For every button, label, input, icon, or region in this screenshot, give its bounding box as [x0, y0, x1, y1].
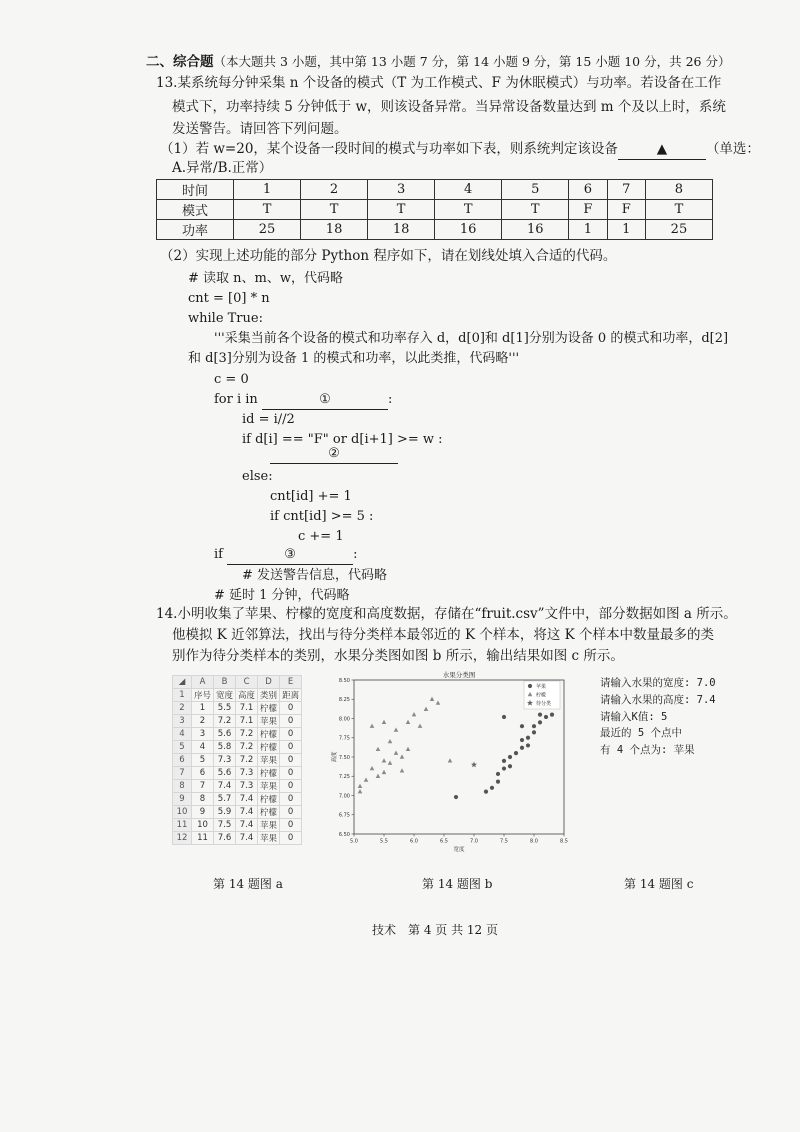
- sheet-cell: 柠檬: [258, 792, 280, 805]
- y-tick-label: 6.75: [338, 812, 350, 819]
- data-point-circle: [484, 790, 488, 794]
- sheet-cell: 4: [192, 740, 214, 753]
- sheet-cell: 5.8: [214, 740, 236, 753]
- data-point-circle: [532, 730, 536, 734]
- q13-part1-answer-blank[interactable]: [618, 140, 706, 160]
- chart-svg: [328, 668, 578, 858]
- data-point-circle: [496, 780, 500, 784]
- data-point-triangle: [382, 770, 387, 774]
- table-cell: 1: [607, 220, 645, 240]
- table-cell: 2: [301, 180, 368, 200]
- data-point-circle: [502, 766, 506, 770]
- q13-stem-line1: 13.某系统每分钟采集 n 个设备的模式（T 为工作模式、F 为休眠模式）与功率。若设备在工作: [156, 75, 722, 91]
- sheet-cell: 9: [192, 805, 214, 818]
- table-row: [173, 779, 302, 792]
- data-point-triangle: [388, 761, 393, 765]
- data-point-triangle: [382, 720, 387, 724]
- blank-3[interactable]: [227, 545, 353, 565]
- row-number: 8: [173, 779, 192, 792]
- code-line: c += 1: [298, 529, 344, 544]
- q13-part2: （2）实现上述功能的部分 Python 程序如下，请在划线处填入合适的代码。: [160, 248, 617, 264]
- data-point-circle: [508, 755, 512, 759]
- table-cell: 3: [368, 180, 435, 200]
- sheet-cell: 0: [280, 714, 302, 727]
- sheet-cell: 0: [280, 727, 302, 740]
- table-cell: T: [234, 200, 301, 220]
- console-line: 请输入水果的宽度: 7.0: [600, 677, 716, 689]
- row-number: 2: [173, 701, 192, 714]
- table-row: [173, 818, 302, 831]
- table-cell: 18: [301, 220, 368, 240]
- code-line: cnt[id] += 1: [270, 489, 352, 504]
- q13-part1-options: A.异常/B.正常）: [172, 160, 273, 176]
- table-cell: 4: [435, 180, 502, 200]
- code-keyword: if: [214, 547, 223, 562]
- data-point-triangle: [358, 784, 363, 788]
- sheet-cell: 5.5: [214, 701, 236, 714]
- table-cell: F: [607, 200, 645, 220]
- code-colon: :: [353, 547, 358, 562]
- q14-stem-line3: 别作为待分类样本的类别，水果分类图如图 b 所示，输出结果如图 c 所示。: [172, 648, 624, 664]
- column-letter: E: [280, 676, 302, 689]
- row-number: 11: [173, 818, 192, 831]
- table-row: [157, 220, 713, 240]
- x-tick-label: 6.5: [440, 838, 448, 845]
- y-tick-label: 8.50: [338, 677, 350, 684]
- sheet-cell: 0: [280, 805, 302, 818]
- data-point-triangle: [406, 720, 411, 724]
- section-title: 二、综合题: [146, 54, 214, 70]
- table-cell: T: [368, 200, 435, 220]
- code-line: while True:: [188, 311, 263, 326]
- y-tick-label: 7.50: [338, 754, 350, 761]
- sheet-cell: 0: [280, 792, 302, 805]
- sheet-cell: 5.6: [214, 727, 236, 740]
- q13-stem-line3: 发送警告。请回答下列问题。: [172, 121, 348, 137]
- q14-stem-line1: 14.小明收集了苹果、柠檬的宽度和高度数据，存储在“fruit.csv”文件中，部分数据如图 a 所示。: [156, 606, 737, 622]
- sheet-cell: 7.3: [236, 766, 258, 779]
- sheet-cell: 7.2: [214, 714, 236, 727]
- table-row: [173, 831, 302, 844]
- data-point-circle: [520, 724, 524, 728]
- device-table: [156, 179, 713, 240]
- code-line: if d[i] == "F" or d[i+1] >= w :: [242, 432, 443, 447]
- sheet-cell: 1: [192, 701, 214, 714]
- sheet-cell: 7.3: [214, 753, 236, 766]
- q14-stem-line2: 他模拟 K 近邻算法，找出与待分类样本最邻近的 K 个样本，将这 K 个样本中数量最多的类: [172, 627, 715, 643]
- table-row: [173, 701, 302, 714]
- x-tick-label: 7.0: [470, 838, 478, 845]
- sheet-cell: 2: [192, 714, 214, 727]
- data-point-circle: [514, 751, 518, 755]
- x-tick-label: 8.5: [560, 838, 568, 845]
- code-line: id = i//2: [242, 412, 295, 427]
- caption-fig-b: 第 14 题图 b: [422, 877, 493, 891]
- row-number: 7: [173, 766, 192, 779]
- console-line: 有 4 个点为: 苹果: [600, 744, 695, 757]
- sheet-cell: 0: [280, 779, 302, 792]
- data-point-triangle: [370, 766, 375, 770]
- sheet-cell: 苹果: [258, 831, 280, 844]
- sheet-header-cell: 距离: [280, 688, 302, 701]
- sheet-cell: 7.1: [236, 701, 258, 714]
- blank-number: ①: [319, 392, 331, 407]
- table-cell: 7: [607, 180, 645, 200]
- sheet-cell: 0: [280, 753, 302, 766]
- sheet-cell: 苹果: [258, 714, 280, 727]
- sheet-header-cell: 高度: [236, 688, 258, 701]
- data-point-circle: [544, 715, 548, 719]
- sheet-cell: 柠檬: [258, 727, 280, 740]
- sheet-cell: 柠檬: [258, 805, 280, 818]
- caption-fig-c: 第 14 题图 c: [624, 877, 694, 891]
- spreadsheet-figure: [172, 675, 302, 845]
- table-row: [173, 753, 302, 766]
- sheet-cell: 3: [192, 727, 214, 740]
- x-tick-label: 6.0: [410, 838, 418, 845]
- caption-fig-a: 第 14 题图 a: [213, 877, 283, 891]
- sheet-cell: 7.5: [214, 818, 236, 831]
- y-tick-label: 7.00: [338, 793, 350, 800]
- data-point-circle: [532, 724, 536, 728]
- sheet-cell: 柠檬: [258, 701, 280, 714]
- data-point-triangle: [364, 778, 369, 782]
- sheet-header-cell: 类别: [258, 688, 280, 701]
- blank-number: ③: [284, 547, 296, 562]
- sheet-header-row: [173, 688, 302, 701]
- table-row: [157, 180, 713, 200]
- row-number: 10: [173, 805, 192, 818]
- y-axis-label: 高度: [332, 751, 338, 763]
- row-label-mode: 模式: [157, 200, 234, 220]
- code-line-if: [214, 545, 358, 565]
- sheet-cell: 苹果: [258, 753, 280, 766]
- column-letter: B: [214, 676, 236, 689]
- row-number: 1: [173, 688, 192, 701]
- table-cell: T: [645, 200, 712, 220]
- legend-label: 柠檬: [536, 692, 547, 699]
- legend-label: 待分类: [536, 701, 552, 707]
- data-point-star: [471, 762, 477, 768]
- y-tick-label: 7.75: [338, 735, 350, 742]
- blank-2[interactable]: [270, 444, 398, 464]
- table-cell: 6: [569, 180, 607, 200]
- column-letter: C: [236, 676, 258, 689]
- q13-part1: [160, 140, 760, 160]
- y-tick-label: 7.25: [338, 774, 350, 781]
- chart-title: 水果分类图: [442, 671, 476, 679]
- x-tick-label: 5.5: [380, 838, 388, 845]
- table-cell: 25: [234, 220, 301, 240]
- data-point-triangle: [358, 789, 363, 793]
- column-letter-row: [173, 676, 302, 689]
- table-cell: 16: [435, 220, 502, 240]
- data-point-circle: [520, 746, 524, 750]
- data-point-triangle: [376, 774, 381, 778]
- sheet-cell: 柠檬: [258, 740, 280, 753]
- row-number: 12: [173, 831, 192, 844]
- sheet-cell: 苹果: [258, 818, 280, 831]
- sheet-cell: 0: [280, 831, 302, 844]
- answer-mark: ▲: [656, 141, 668, 157]
- data-point-circle: [496, 772, 500, 776]
- table-cell: 16: [502, 220, 569, 240]
- code-line: '''采集当前各个设备的模式和功率存入 d，d[0]和 d[1]分别为设备 0 的模式和功率，d[2]: [214, 331, 729, 346]
- q13-part1-text: （1）若 w=20，某个设备一段时间的模式与功率如下表，则系统判定该设备: [160, 141, 618, 157]
- section-header: [146, 52, 730, 72]
- data-point-triangle: [370, 724, 375, 728]
- data-point-triangle: [418, 724, 423, 728]
- sheet-cell: 8: [192, 792, 214, 805]
- table-cell: 25: [645, 220, 712, 240]
- row-number: 3: [173, 714, 192, 727]
- sheet-cell: 5: [192, 753, 214, 766]
- data-point-triangle: [394, 751, 399, 755]
- sheet-corner: ◢: [173, 676, 192, 689]
- code-line: # 发送警告信息，代码略: [242, 568, 388, 583]
- sheet-cell: 10: [192, 818, 214, 831]
- data-point-circle: [526, 743, 530, 747]
- table-row: [173, 740, 302, 753]
- sheet-cell: 7.2: [236, 753, 258, 766]
- data-point-triangle: [430, 697, 435, 701]
- spreadsheet-table: [172, 675, 302, 845]
- code-colon: :: [387, 392, 393, 407]
- row-number: 6: [173, 753, 192, 766]
- console-line: 请输入K值: 5: [600, 710, 668, 723]
- table-cell: 5: [502, 180, 569, 200]
- data-point-circle: [538, 713, 542, 717]
- sheet-cell: 0: [280, 766, 302, 779]
- q13-stem-line2: 模式下，功率持续 5 分钟低于 w，则该设备异常。当异常设备数量达到 m 个及以上时，系统: [172, 99, 726, 115]
- data-point-circle: [490, 786, 494, 790]
- code-line: # 读取 n、m、w，代码略: [188, 271, 343, 286]
- table-row: [173, 714, 302, 727]
- sheet-cell: 7.3: [236, 779, 258, 792]
- blank-1[interactable]: [262, 390, 388, 410]
- code-line: cnt = [0] * n: [188, 291, 270, 306]
- sheet-cell: 11: [192, 831, 214, 844]
- code-line-for: [214, 390, 392, 410]
- blank-number: ②: [328, 446, 340, 461]
- data-point-circle: [508, 764, 512, 768]
- table-cell: 8: [645, 180, 712, 200]
- sheet-cell: 7.6: [214, 831, 236, 844]
- sheet-cell: 7.2: [236, 727, 258, 740]
- x-tick-label: 5.0: [350, 838, 358, 845]
- x-tick-label: 8.0: [530, 838, 538, 845]
- sheet-cell: 7.4: [214, 779, 236, 792]
- row-label-time: 时间: [157, 180, 234, 200]
- data-point-triangle: [412, 712, 417, 716]
- data-point-triangle: [448, 758, 453, 762]
- sheet-cell: 0: [280, 818, 302, 831]
- table-cell: 1: [234, 180, 301, 200]
- data-point-circle: [538, 720, 542, 724]
- code-line: # 延时 1 分钟，代码略: [214, 588, 350, 603]
- q13-part1-tail: （单选：: [705, 141, 760, 157]
- table-cell: T: [502, 200, 569, 220]
- sheet-cell: 柠檬: [258, 766, 280, 779]
- sheet-cell: 7.4: [236, 805, 258, 818]
- data-point-circle: [502, 759, 506, 763]
- data-point-triangle: [382, 758, 387, 762]
- sheet-cell: 7.4: [236, 831, 258, 844]
- data-point-triangle: [424, 707, 429, 711]
- sheet-cell: 5.7: [214, 792, 236, 805]
- sheet-cell: 7.4: [236, 792, 258, 805]
- table-row: [157, 200, 713, 220]
- console-output: [600, 675, 716, 759]
- section-note: （本大题共 3 小题，其中第 13 小题 7 分，第 14 小题 9 分，第 15 小题 10 分，共 26 分）: [213, 54, 731, 69]
- code-line: c = 0: [214, 372, 249, 387]
- y-tick-label: 8.00: [338, 716, 350, 723]
- data-point-triangle: [406, 747, 411, 751]
- table-cell: T: [435, 200, 502, 220]
- data-point-triangle: [400, 754, 405, 758]
- page-footer: 技术 第 4 页 共 12 页: [372, 923, 498, 937]
- sheet-header-cell: 宽度: [214, 688, 236, 701]
- table-row: [173, 766, 302, 779]
- sheet-cell: 7: [192, 779, 214, 792]
- sheet-cell: 0: [280, 701, 302, 714]
- row-number: 5: [173, 740, 192, 753]
- row-label-power: 功率: [157, 220, 234, 240]
- fruit-scatter-chart: [328, 668, 578, 862]
- data-point-circle: [520, 738, 524, 742]
- console-line: 请输入水果的高度: 7.4: [600, 693, 716, 706]
- row-number: 4: [173, 727, 192, 740]
- x-tick-label: 7.5: [500, 838, 508, 845]
- code-keyword: for i in: [214, 392, 258, 407]
- column-letter: A: [192, 676, 214, 689]
- sheet-cell: 7.1: [236, 714, 258, 727]
- sheet-cell: 0: [280, 740, 302, 753]
- console-line: 最近的 5 个点中: [600, 727, 682, 740]
- sheet-cell: 7.2: [236, 740, 258, 753]
- table-row: [173, 727, 302, 740]
- table-cell: 18: [368, 220, 435, 240]
- sheet-cell: 6: [192, 766, 214, 779]
- data-point-triangle: [388, 739, 393, 743]
- code-line: else:: [242, 469, 273, 484]
- data-point-circle: [550, 713, 554, 717]
- table-cell: 1: [569, 220, 607, 240]
- legend-marker: [528, 684, 532, 688]
- blank-2-line: [270, 444, 398, 464]
- column-letter: D: [258, 676, 280, 689]
- sheet-cell: 5.6: [214, 766, 236, 779]
- row-number: 9: [173, 792, 192, 805]
- data-point-circle: [502, 715, 506, 719]
- code-line: 和 d[3]分别为设备 1 的模式和功率，以此类推，代码略''': [188, 351, 520, 366]
- table-cell: T: [301, 200, 368, 220]
- code-line: if cnt[id] >= 5 :: [270, 509, 374, 524]
- y-tick-label: 6.50: [338, 831, 350, 838]
- data-point-triangle: [394, 727, 399, 731]
- sheet-cell: 苹果: [258, 779, 280, 792]
- data-point-circle: [526, 736, 530, 740]
- sheet-header-cell: 序号: [192, 688, 214, 701]
- table-cell: F: [569, 200, 607, 220]
- sheet-cell: 7.4: [236, 818, 258, 831]
- table-row: [173, 805, 302, 818]
- data-point-triangle: [376, 747, 381, 751]
- table-row: [173, 792, 302, 805]
- y-tick-label: 8.25: [338, 697, 350, 704]
- x-axis-label: 宽度: [453, 847, 465, 853]
- data-point-circle: [454, 795, 458, 799]
- legend-label: 苹果: [536, 684, 547, 690]
- data-point-triangle: [400, 768, 405, 772]
- data-point-triangle: [436, 701, 441, 705]
- sheet-cell: 5.9: [214, 805, 236, 818]
